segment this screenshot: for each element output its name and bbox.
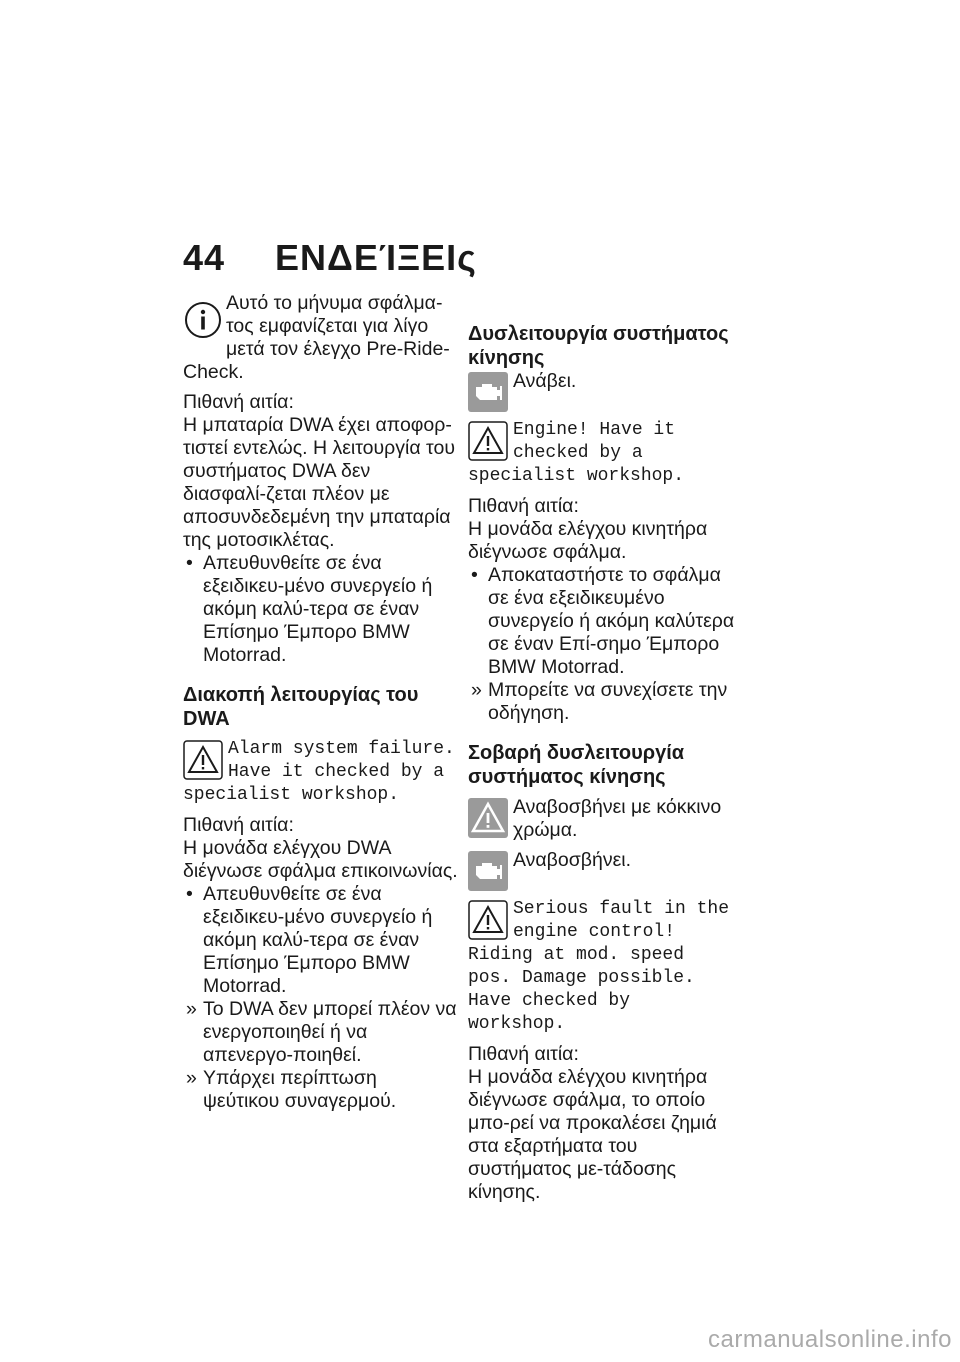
warning-light-block	[468, 796, 738, 842]
cause-text: Η μονάδα ελέγχου DWA διέγνωσε σφάλμα επικοινωνίας.	[183, 837, 458, 882]
engine-light-block	[468, 849, 738, 891]
cause-text: Η μονάδα ελέγχου κινητήρα διέγνωσε σφάλμα.	[468, 518, 708, 563]
page-header	[183, 238, 477, 278]
warning-triangle-icon	[468, 421, 508, 461]
result-bullet: » Υπάρχει περίπτωση ψεύτικου συναγερμού.	[186, 1067, 397, 1112]
info-note	[183, 292, 458, 384]
engine-state-text: Αναβοσβήνει.	[513, 849, 632, 871]
warning-state-text: Αναβοσβήνει με κόκκινο χρώμα.	[513, 796, 722, 841]
engine-state-text: Ανάβει.	[513, 370, 577, 392]
cause-label: Πιθανή αιτία:	[183, 391, 294, 413]
section-heading: Σοβαρή δυσλειτουργία συστήματος κίνησης	[468, 742, 685, 788]
action-bullet: • Απευθυνθείτε σε ένα εξειδικευ-μένο συνεργείο ή ακόμη καλύ-τερα σε έναν Επίσημο Έμπορο BMW Motorrad.	[186, 883, 433, 997]
display-message: Alarm system failure. Have it checked by a specialist workshop.	[183, 739, 455, 805]
intro-text: Αυτό το μήνυμα σφάλμα-τος εμφανίζεται για λίγο μετά τον έλεγχο Pre-Ride-Check.	[183, 292, 450, 383]
engine-light-block	[468, 370, 738, 412]
cause-text: Η μονάδα ελέγχου κινητήρα διέγνωσε σφάλμα, το οποίο μπο-ρεί να προκαλέσει ζημιά στα εξαρτήματα του συστήματος με-τάδοσης κίνησης.	[468, 1066, 717, 1203]
section-heading: Διακοπή λειτουργίας του DWA	[183, 684, 419, 730]
left-column	[183, 292, 458, 1113]
warning-message-block	[468, 898, 738, 1036]
cause-text: Η μπαταρία DWA έχει αποφορ-τιστεί εντελώς. Η λειτουργία του συστήματος DWA δεν διασφαλί-ζεται πλέον με αποσυνδεδεμένη την μπαταρία της μοτοσικλέτας.	[183, 414, 455, 551]
warning-triangle-icon	[468, 900, 508, 940]
result-text: Μπορείτε να συνεχίσετε την οδήγηση.	[488, 679, 728, 724]
bullet-text: Αποκαταστήστε το σφάλμα σε ένα εξειδικευμένο συνεργείο ή ακόμη καλύτερα σε έναν Επί-σημο Έμπορο BMW Motorrad.	[488, 564, 735, 678]
display-message: Serious fault in the engine control! Riding at mod. speed pos. Damage possible. Have checked by workshop.	[468, 899, 730, 1034]
warning-message-block	[183, 738, 458, 807]
section-heading: Δυσλειτουργία συστήματος κίνησης	[468, 323, 729, 369]
warning-triangle-gray-icon	[468, 798, 508, 838]
cause-label: Πιθανή αιτία:	[183, 814, 294, 836]
warning-triangle-icon	[183, 740, 223, 780]
result-text: Υπάρχει περίπτωση ψεύτικου συναγερμού.	[203, 1067, 397, 1112]
info-icon	[183, 300, 221, 340]
engine-icon	[468, 372, 508, 412]
result-bullet: » Το DWA δεν μπορεί πλέον να ενεργοποιηθεί ή να απενεργο-ποιηθεί.	[186, 998, 457, 1066]
bullet-text: Απευθυνθείτε σε ένα εξειδικευ-μένο συνεργείο ή ακόμη καλύ-τερα σε έναν Επίσημο Έμπορο BMW Motorrad.	[203, 883, 433, 997]
result-text: Το DWA δεν μπορεί πλέον να ενεργοποιηθεί ή να απενεργο-ποιηθεί.	[203, 998, 457, 1066]
display-message: Engine! Have it checked by a specialist workshop.	[468, 420, 685, 486]
action-bullet: • Απευθυνθείτε σε ένα εξειδικευ-μένο συνεργείο ή ακόμη καλύ-τερα σε έναν Επίσημο Έμπορο BMW Motorrad.	[186, 552, 433, 666]
watermark: carmanualsonline.info	[708, 1326, 952, 1353]
cause-label: Πιθανή αιτία:	[468, 495, 579, 517]
page-number: 44	[183, 237, 226, 278]
result-bullet: » Μπορείτε να συνεχίσετε την οδήγηση.	[471, 679, 728, 724]
action-bullet: • Αποκαταστήστε το σφάλμα σε ένα εξειδικευμένο συνεργείο ή ακόμη καλύτερα σε έναν Επί-σημο Έμπορο BMW Motorrad.	[471, 564, 735, 678]
right-column	[468, 322, 738, 1204]
warning-message-block	[468, 419, 738, 488]
cause-label: Πιθανή αιτία:	[468, 1043, 579, 1065]
engine-icon	[468, 851, 508, 891]
bullet-text: Απευθυνθείτε σε ένα εξειδικευ-μένο συνεργείο ή ακόμη καλύ-τερα σε έναν Επίσημο Έμπορο BMW Motorrad.	[203, 552, 433, 666]
page-title: ΕΝΔΕΊΞΕΙς	[275, 237, 477, 278]
